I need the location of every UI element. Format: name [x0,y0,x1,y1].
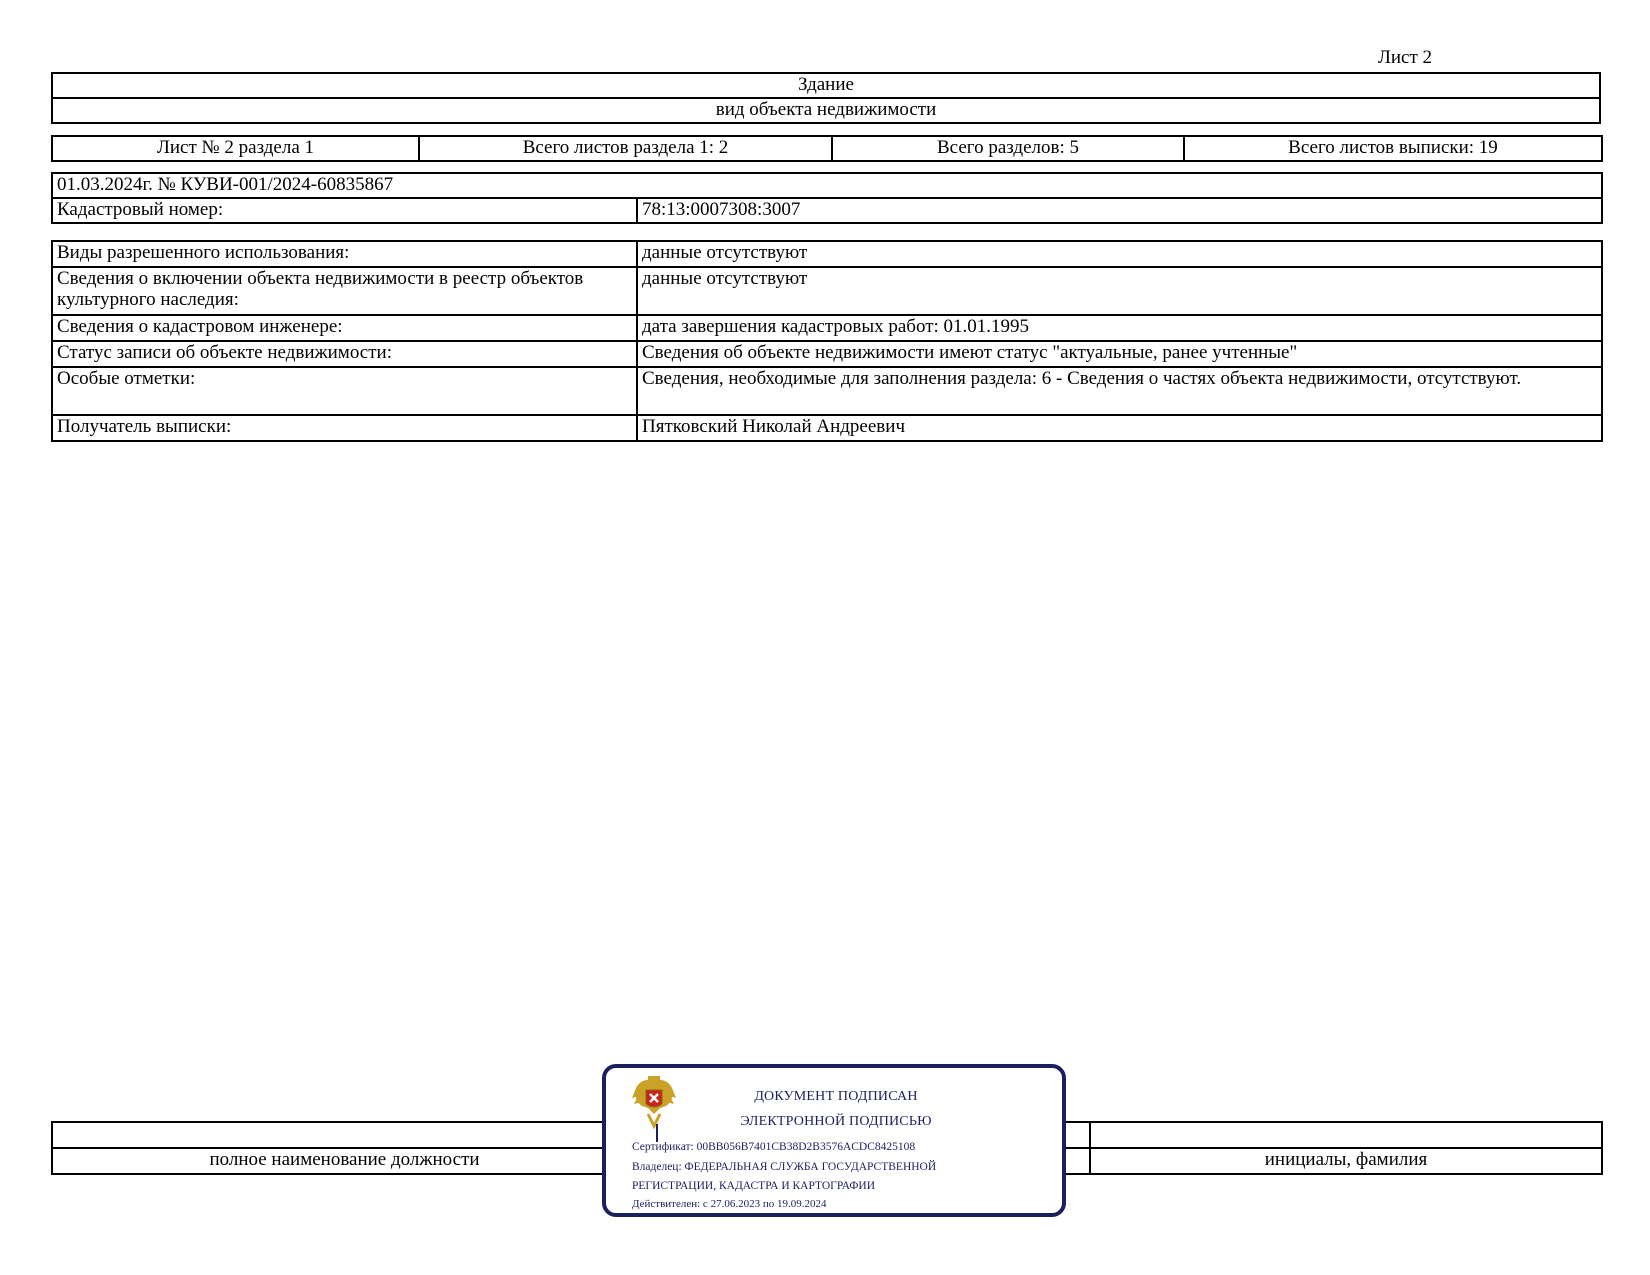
stamp-owner-line-1: Владелец: ФЕДЕРАЛЬНАЯ СЛУЖБА ГОСУДАРСТВЕННОЙ [632,1161,937,1173]
object-type-value: Здание [52,73,1600,98]
name-caption: инициалы, фамилия [1090,1148,1602,1174]
electronic-signature-stamp [602,1064,1066,1217]
details-label: Получатель выписки: [52,415,637,441]
stamp-divider [656,1124,658,1142]
details-label: Сведения о кадастровом инженере: [52,315,637,341]
details-row [52,241,1602,267]
stamp-title-line-2: ЭЛЕКТРОННОЙ ПОДПИСЬЮ [740,1114,932,1129]
cadastral-number-value: 78:13:0007308:3007 [637,198,1602,223]
sections-total: Всего разделов: 5 [832,136,1184,161]
sheet-number-label: Лист 2 [1377,47,1432,68]
details-value: Сведения, необходимые для заполнения раздела: 6 - Сведения о частях объекта недвижимости, отсутствуют. [637,367,1602,415]
cadastral-number-label: Кадастровый номер: [52,198,637,223]
details-row [52,341,1602,367]
details-value: Пятковский Николай Андреевич [637,415,1602,441]
stamp-owner-line-2: РЕГИСТРАЦИИ, КАДАСТРА И КАРТОГРАФИИ [632,1180,876,1192]
object-type-caption: вид объекта недвижимости [52,98,1600,123]
details-value: дата завершения кадастровых работ: 01.01.1995 [637,315,1602,341]
details-label: Статус записи об объекте недвижимости: [52,341,637,367]
details-row [52,267,1602,315]
details-value: данные отсутствуют [637,241,1602,267]
object-type-table [51,72,1601,124]
coat-of-arms-emblem-icon [630,1074,678,1130]
sheet-of-section: Лист № 2 раздела 1 [52,136,419,161]
details-label: Особые отметки: [52,367,637,415]
statement-date-number: 01.03.2024г. № КУВИ-001/2024-60835867 [52,173,1602,198]
stamp-certificate: Сертификат: 00BB056B7401CB38D2B3576ACDC8425108 [632,1141,916,1153]
details-label: Виды разрешенного использования: [52,241,637,267]
details-value: данные отсутствуют [637,267,1602,315]
stamp-title-line-1: ДОКУМЕНТ ПОДПИСАН [754,1089,918,1104]
stamp-validity: Действителен: с 27.06.2023 по 19.09.2024 [632,1198,827,1210]
position-caption: полное наименование должности [52,1148,637,1174]
object-details-table [51,240,1603,442]
position-blank [52,1122,637,1148]
section-sheets-total: Всего листов раздела 1: 2 [419,136,832,161]
details-row [52,415,1602,441]
details-label: Сведения о включении объекта недвижимости в реестр объектов культурного наследия: [52,267,637,315]
details-row [52,315,1602,341]
pages-info-table [51,135,1603,162]
details-value: Сведения об объекте недвижимости имеют статус "актуальные, ранее учтенные" [637,341,1602,367]
name-blank [1090,1122,1602,1148]
details-row [52,367,1602,415]
reference-table [51,172,1603,224]
statement-sheets-total: Всего листов выписки: 19 [1184,136,1602,161]
